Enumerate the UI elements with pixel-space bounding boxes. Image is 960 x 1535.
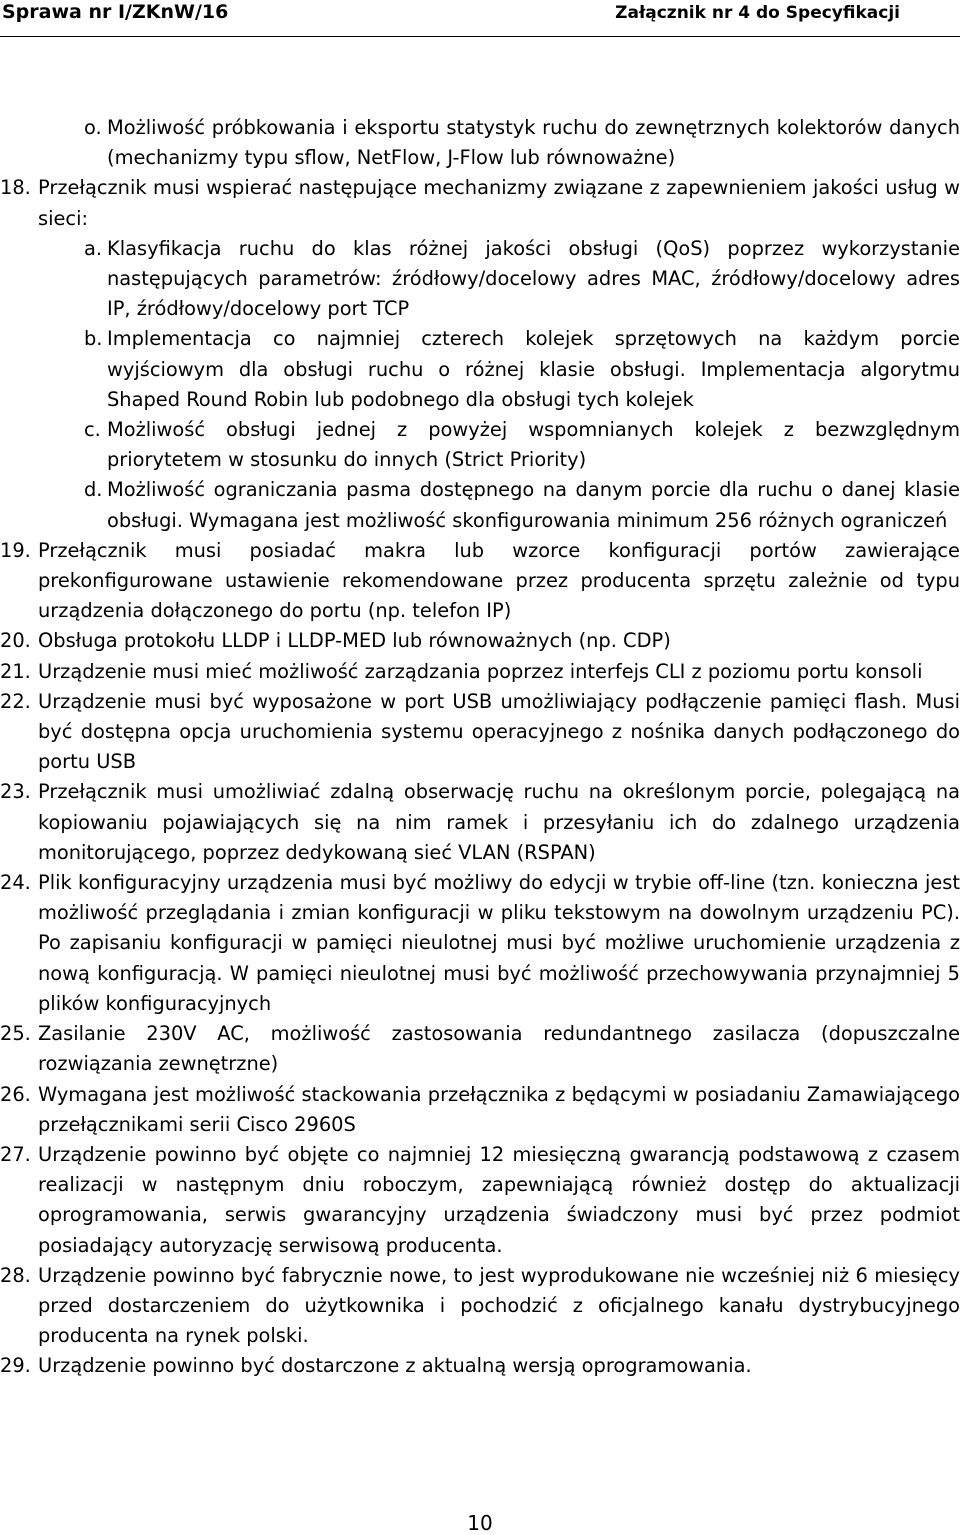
item-text: Plik konfiguracyjny urządzenia musi być możliwy do edycji w trybie off-line (tzn. konieczna jest możliwość przeglądania i zmian konfiguracji w pliku tekstowym na dowolnym urządzeniu PC). Po zapisaniu konfiguracji w pamięci nieulotnej musi być możliwe uruchomienie urządzenia z nową konfiguracją. W pamięci nieulotnej musi być możliwość przechowywania przynajmniej 5 plików konfiguracyjnych <box>38 871 960 1015</box>
requirement-item <box>0 1080 960 1140</box>
item-marker: b. <box>84 327 103 351</box>
requirement-item <box>0 687 960 778</box>
attachment-label: Załącznik nr 4 do Specyfikacji <box>615 3 900 23</box>
item-text: Przełącznik musi posiadać makra lub wzorce konfiguracji portów zawierające prekonfigurowane ustawienie rekomendowane przez producenta sprzętu zależnie od typu urządzenia dołączonego do portu (np. telefon IP) <box>38 538 960 623</box>
item-text: Klasyfikacja ruchu do klas różnej jakości obsługi (QoS) poprzez wykorzystanie następujących parametrów: źródłowy/docelowy adres MAC, źródłowy/docelowy adres IP, źródłowy/docelowy port TCP <box>107 236 960 321</box>
item-text: Zasilanie 230V AC, możliwość zastosowania redundantnego zasilacza (dopuszczalne rozwiązania zewnętrzne) <box>38 1022 960 1076</box>
item-marker: 27. <box>0 1142 31 1166</box>
item-marker: 18. <box>0 176 31 200</box>
item-text: Urządzenie musi mieć możliwość zarządzania poprzez interfejs CLI z poziomu portu konsoli <box>38 659 923 683</box>
item-text: Możliwość obsługi jednej z powyżej wspomnianych kolejek z bezwzględnym priorytetem w stosunku do innych (Strict Priority) <box>107 418 960 472</box>
requirement-item <box>0 868 960 1019</box>
item-marker: 19. <box>0 538 31 562</box>
item-text: Możliwość próbkowania i eksportu statystyk ruchu do zewnętrznych kolektorów danych (mechanizmy typu sflow, NetFlow, J-Flow lub równoważne) <box>107 116 960 170</box>
item-text: Możliwość ograniczania pasma dostępnego na danym porcie dla ruchu o danej klasie obsługi. Wymagana jest możliwość skonfigurowania minimum 256 różnych ograniczeń <box>107 478 960 532</box>
requirement-subitem <box>0 324 960 415</box>
item-marker: 25. <box>0 1022 31 1046</box>
page-number: 10 <box>467 1511 493 1535</box>
item-text: Obsługa protokołu LLDP i LLDP-MED lub równoważnych (np. CDP) <box>38 629 671 653</box>
item-marker: d. <box>84 478 103 502</box>
item-marker: 26. <box>0 1082 31 1106</box>
item-marker: 28. <box>0 1263 31 1287</box>
item-marker: a. <box>84 236 103 260</box>
item-marker: o. <box>84 116 102 139</box>
item-text: Urządzenie musi być wyposażone w port USB umożliwiający podłączenie pamięci flash. Musi być dostępna opcja uruchomienia systemu operacyjnego z nośnika danych podłączonego do portu USB <box>38 689 960 774</box>
item-text: Wymagana jest możliwość stackowania przełącznika z będącymi w posiadaniu Zamawiającego przełącznikami serii Cisco 2960S <box>38 1082 960 1136</box>
requirement-subitem <box>0 415 960 475</box>
requirement-item <box>0 1019 960 1079</box>
requirement-subitem <box>0 113 960 173</box>
case-number: Sprawa nr I/ZKnW/16 <box>2 1 229 23</box>
item-marker: 20. <box>0 629 31 653</box>
requirement-item <box>0 1140 960 1261</box>
requirement-item <box>0 626 960 656</box>
item-text: Implementacja co najmniej czterech kolejek sprzętowych na każdym porcie wyjściowym dla obsługi ruchu o różnej klasie obsługi. Implementacja algorytmu Shaped Round Robin lub podobnego dla obsługi tych kolejek <box>107 327 960 411</box>
item-text: Urządzenie powinno być dostarczone z aktualną wersją oprogramowania. <box>38 1354 752 1378</box>
requirement-item <box>0 1261 960 1352</box>
page-header <box>0 0 960 37</box>
requirement-item <box>0 657 960 687</box>
requirement-subitem <box>0 234 960 325</box>
item-text: Przełącznik musi umożliwiać zdalną obserwację ruchu na określonym porcie, polegającą na kopiowaniu pojawiających się na nim ramek i przesyłaniu ich do zdalnego urządzenia monitorującego, poprzez dedykowaną sieć VLAN (RSPAN) <box>38 780 960 864</box>
item-text: Urządzenie powinno być fabrycznie nowe, to jest wyprodukowane nie wcześniej niż 6 miesięcy przed dostarczeniem do użytkownika i pochodzić z oficjalnego kanału dystrybucyjnego producenta na rynek polski. <box>38 1263 960 1348</box>
item-marker: 23. <box>0 780 31 804</box>
item-marker: 21. <box>0 659 31 683</box>
requirements-list <box>0 113 960 1382</box>
item-marker: c. <box>84 418 101 442</box>
requirement-item <box>0 173 960 233</box>
item-marker: 22. <box>0 689 31 713</box>
item-text: Urządzenie powinno być objęte co najmniej 12 miesięczną gwarancją podstawową z czasem realizacji w następnym dniu roboczym, zapewniającą również dostęp do aktualizacji oprogramowania, serwis gwarancyjny urządzenia świadczony musi być przez podmiot posiadający autoryzację serwisową producenta. <box>38 1142 960 1257</box>
requirement-item <box>0 536 960 627</box>
item-marker: 24. <box>0 871 31 895</box>
item-marker: 29. <box>0 1354 31 1378</box>
requirement-item <box>0 1351 960 1381</box>
item-text: Przełącznik musi wspierać następujące mechanizmy związane z zapewnieniem jakości usług w sieci: <box>38 176 960 230</box>
requirement-item <box>0 777 960 868</box>
requirement-subitem <box>0 475 960 535</box>
